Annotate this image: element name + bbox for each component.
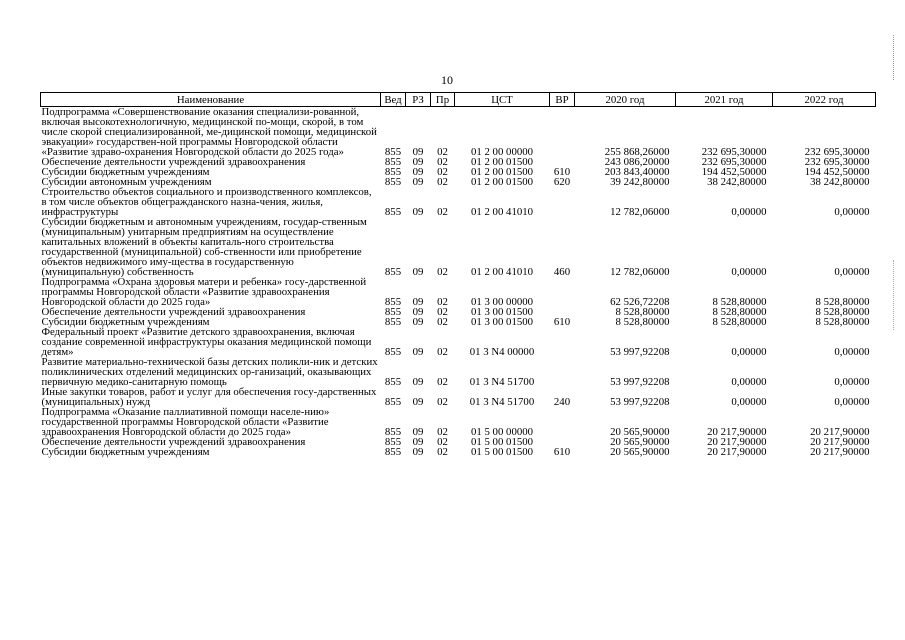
cell-amount-2022: 20 217,90000 bbox=[810, 446, 870, 458]
cell-amount-2021: 0,00000 bbox=[731, 396, 767, 408]
cell-vr bbox=[550, 107, 575, 158]
cell-amount-2021: 38 242,80000 bbox=[707, 176, 767, 188]
budget-table bbox=[40, 92, 876, 457]
cell-rz: 09 bbox=[412, 446, 424, 458]
cell-cst: 01 5 00 00000 bbox=[470, 426, 534, 438]
cell-rz: 09 bbox=[412, 436, 424, 448]
cell-amount-2020: 12 782,06000 bbox=[610, 266, 670, 278]
cell-cst: 01 3 N4 00000 bbox=[469, 346, 535, 358]
cell-name: Обеспечение деятельности учреждений здравоохранения bbox=[41, 306, 306, 318]
cell-amount-2021: 8 528,80000 bbox=[712, 316, 767, 328]
cell-name: Обеспечение деятельности учреждений здравоохранения bbox=[41, 436, 306, 448]
cell-cst: 01 3 N4 51700 bbox=[469, 376, 535, 388]
cell-name: Строительство объектов социального и производственного комплексов, в том числе объектов общегражданского назна-чения, жилья, инфраструктуры bbox=[41, 186, 372, 218]
cell-name: Субсидии бюджетным и автономным учреждениям, государ-ственным (муниципальным) унитарным предприятиям на осуществление капитальных вложений в объекты капиталь-ного строительства государственной (муниципальной) соб-ственности или приобретение объектов недвижимого иму-щества в государственную (муниципальную) собственность bbox=[41, 216, 367, 278]
cell-ved: 855 bbox=[384, 426, 402, 438]
cell-ved: 855 bbox=[384, 306, 402, 318]
cell-amount-2021: 20 217,90000 bbox=[707, 426, 767, 438]
header-rz: РЗ bbox=[406, 93, 431, 107]
cell-ved: 855 bbox=[384, 436, 402, 448]
cell-amount-2021: 8 528,80000 bbox=[712, 306, 767, 318]
cell-amount-2021: 20 217,90000 bbox=[707, 436, 767, 448]
cell-ved: 855 bbox=[384, 166, 402, 178]
cell-rz: 09 bbox=[412, 156, 424, 168]
cell-ved: 855 bbox=[384, 316, 402, 328]
cell-amount-2022: 8 528,80000 bbox=[815, 316, 870, 328]
cell-ved: 855 bbox=[384, 376, 402, 388]
cell-name: Развитие материально-технической базы детских поликли-ник и детских поликлинических отделений медицинских ор-ганизаций, оказывающих первичную медико-санитарную помощь bbox=[41, 356, 378, 388]
cell-amount-2020: 12 782,06000 bbox=[610, 206, 670, 218]
header-ved: Вед bbox=[381, 93, 406, 107]
table-row bbox=[41, 187, 876, 217]
cell-name: Субсидии бюджетным учреждениям bbox=[41, 166, 210, 178]
cell-pr: 02 bbox=[437, 426, 448, 438]
table-row bbox=[41, 407, 876, 437]
cell-amount-2020: 62 526,72208 bbox=[610, 296, 670, 308]
cell-cst: 01 2 00 41010 bbox=[470, 266, 534, 278]
cell-pr: 02 bbox=[437, 306, 448, 318]
cell-rz: 09 bbox=[412, 316, 424, 328]
cell-amount-2021: 194 452,50000 bbox=[701, 166, 767, 178]
cell-amount-2022: 0,00000 bbox=[834, 396, 870, 408]
cell-amount-2022: 38 242,80000 bbox=[810, 176, 870, 188]
cell-pr: 02 bbox=[437, 376, 448, 388]
cell-amount-2021: 0,00000 bbox=[731, 376, 767, 388]
cell-cst: 01 5 00 01500 bbox=[470, 446, 534, 458]
cell-amount-2021: 20 217,90000 bbox=[707, 446, 767, 458]
cell-ved: 855 bbox=[384, 176, 402, 188]
cell-amount-2021: 0,00000 bbox=[731, 206, 767, 218]
cell-amount-2022: 0,00000 bbox=[834, 376, 870, 388]
cell-amount-2021: 0,00000 bbox=[731, 346, 767, 358]
cell-cst: 01 2 00 01500 bbox=[470, 156, 534, 168]
cell-ved: 855 bbox=[384, 266, 402, 278]
cell-amount-2020: 20 565,90000 bbox=[610, 436, 670, 448]
cell-name: Подпрограмма «Оказание паллиативной помощи населе-нию» государственной программы Новгородской области «Развитие здравоохранения Новгородской области до 2025 года» bbox=[41, 406, 330, 438]
cell-amount-2020: 255 868,26000 bbox=[604, 146, 670, 158]
cell-amount-2020: 8 528,80000 bbox=[615, 316, 670, 328]
cell-vr: 610 bbox=[553, 316, 571, 328]
header-pr: Пр bbox=[431, 93, 455, 107]
cell-ved: 855 bbox=[384, 396, 402, 408]
cell-vr: 460 bbox=[553, 266, 571, 278]
cell-ved: 855 bbox=[384, 446, 402, 458]
cell-name: Субсидии бюджетным учреждениям bbox=[41, 316, 210, 328]
scan-edge-mark bbox=[893, 260, 895, 330]
cell-amount-2020: 8 528,80000 bbox=[615, 306, 670, 318]
table-row bbox=[41, 217, 876, 277]
cell-vr: 610 bbox=[553, 446, 571, 458]
cell-vr bbox=[550, 327, 575, 357]
table-body bbox=[41, 107, 876, 458]
table-row bbox=[41, 447, 876, 457]
cell-amount-2022: 0,00000 bbox=[834, 206, 870, 218]
table-row bbox=[41, 327, 876, 357]
cell-amount-2020: 243 086,20000 bbox=[604, 156, 670, 168]
cell-pr: 02 bbox=[437, 316, 448, 328]
cell-vr: 240 bbox=[553, 396, 571, 408]
header-2021: 2021 год bbox=[676, 93, 773, 107]
cell-ved: 855 bbox=[384, 156, 402, 168]
cell-ved: 855 bbox=[384, 146, 402, 158]
header-2022: 2022 год bbox=[773, 93, 876, 107]
cell-amount-2021: 232 695,30000 bbox=[701, 146, 767, 158]
cell-amount-2020: 39 242,80000 bbox=[610, 176, 670, 188]
cell-amount-2022: 8 528,80000 bbox=[815, 296, 870, 308]
cell-pr: 02 bbox=[437, 436, 448, 448]
cell-vr bbox=[550, 277, 575, 307]
cell-cst: 01 3 00 01500 bbox=[470, 306, 534, 318]
cell-name: Подпрограмма «Охрана здоровья матери и ребенка» госу-дарственной программы Новгородской области «Развитие здравоохранения Новгородской области до 2025 года» bbox=[41, 276, 367, 308]
cell-ved: 855 bbox=[384, 206, 402, 218]
header-2020: 2020 год bbox=[575, 93, 676, 107]
cell-rz: 09 bbox=[412, 426, 424, 438]
table-header bbox=[41, 93, 876, 107]
cell-amount-2022: 194 452,50000 bbox=[804, 166, 870, 178]
cell-amount-2020: 53 997,92208 bbox=[610, 346, 670, 358]
cell-pr: 02 bbox=[437, 266, 448, 278]
header-cst: ЦСТ bbox=[455, 93, 550, 107]
header-name: Наименование bbox=[41, 93, 381, 107]
table-row bbox=[41, 357, 876, 387]
cell-pr: 02 bbox=[437, 396, 448, 408]
cell-amount-2020: 53 997,92208 bbox=[610, 376, 670, 388]
cell-rz: 09 bbox=[412, 376, 424, 388]
cell-cst: 01 2 00 00000 bbox=[470, 146, 534, 158]
cell-amount-2020: 53 997,92208 bbox=[610, 396, 670, 408]
cell-name: Субсидии автономным учреждениям bbox=[41, 176, 212, 188]
cell-name: Обеспечение деятельности учреждений здравоохранения bbox=[41, 156, 306, 168]
cell-pr: 02 bbox=[437, 156, 448, 168]
scan-edge-mark bbox=[893, 35, 895, 80]
cell-amount-2021: 0,00000 bbox=[731, 266, 767, 278]
cell-name: Подпрограмма «Совершенствование оказания специализи-рованной, включая высокотехнологичную, медицинской по-мощи, скорой, в том числе скорой специализированной, ме-дицинской помощи, медицинской эвакуации» государствен-ной программы Новгородской области «Развитие здраво-охранения Новгородской области до 2025 года» bbox=[41, 106, 377, 158]
cell-name: Федеральный проект «Развитие детского здравоохранения, включая создание современной инфраструктуры оказания медицинской помощи детям» bbox=[41, 326, 372, 358]
cell-amount-2022: 0,00000 bbox=[834, 346, 870, 358]
cell-rz: 09 bbox=[412, 266, 424, 278]
cell-amount-2021: 232 695,30000 bbox=[701, 156, 767, 168]
header-vr: ВР bbox=[550, 93, 575, 107]
cell-amount-2022: 232 695,30000 bbox=[804, 146, 870, 158]
cell-vr: 620 bbox=[553, 176, 571, 188]
cell-pr: 02 bbox=[437, 146, 448, 158]
cell-rz: 09 bbox=[412, 176, 424, 188]
cell-amount-2022: 232 695,30000 bbox=[804, 156, 870, 168]
table-row bbox=[41, 277, 876, 307]
cell-amount-2020: 203 843,40000 bbox=[604, 166, 670, 178]
table-row bbox=[41, 387, 876, 407]
cell-pr: 02 bbox=[437, 206, 448, 218]
cell-amount-2022: 20 217,90000 bbox=[810, 426, 870, 438]
cell-cst: 01 3 N4 51700 bbox=[469, 396, 535, 408]
cell-rz: 09 bbox=[412, 296, 424, 308]
cell-cst: 01 2 00 41010 bbox=[470, 206, 534, 218]
cell-ved: 855 bbox=[384, 346, 402, 358]
cell-name: Иные закупки товаров, работ и услуг для обеспечения госу-дарственных (муниципальных) нужд bbox=[41, 386, 377, 408]
cell-name: Субсидии бюджетным учреждениям bbox=[41, 446, 210, 458]
cell-amount-2021: 8 528,80000 bbox=[712, 296, 767, 308]
cell-ved: 855 bbox=[384, 296, 402, 308]
cell-cst: 01 2 00 01500 bbox=[470, 166, 534, 178]
cell-cst: 01 3 00 01500 bbox=[470, 316, 534, 328]
cell-vr bbox=[550, 187, 575, 217]
cell-pr: 02 bbox=[437, 166, 448, 178]
page-number: 10 bbox=[441, 73, 453, 87]
cell-vr bbox=[550, 407, 575, 437]
cell-cst: 01 5 00 01500 bbox=[470, 436, 534, 448]
cell-rz: 09 bbox=[412, 166, 424, 178]
cell-cst: 01 3 00 00000 bbox=[470, 296, 534, 308]
cell-vr bbox=[550, 357, 575, 387]
table-row bbox=[41, 107, 876, 158]
cell-rz: 09 bbox=[412, 306, 424, 318]
cell-vr: 610 bbox=[553, 166, 571, 178]
cell-amount-2022: 8 528,80000 bbox=[815, 306, 870, 318]
cell-cst: 01 2 00 01500 bbox=[470, 176, 534, 188]
cell-rz: 09 bbox=[412, 146, 424, 158]
cell-amount-2020: 20 565,90000 bbox=[610, 426, 670, 438]
cell-rz: 09 bbox=[412, 206, 424, 218]
cell-rz: 09 bbox=[412, 346, 424, 358]
cell-pr: 02 bbox=[437, 296, 448, 308]
cell-pr: 02 bbox=[437, 446, 448, 458]
cell-amount-2020: 20 565,90000 bbox=[610, 446, 670, 458]
cell-amount-2022: 0,00000 bbox=[834, 266, 870, 278]
cell-pr: 02 bbox=[437, 176, 448, 188]
cell-pr: 02 bbox=[437, 346, 448, 358]
cell-rz: 09 bbox=[412, 396, 424, 408]
cell-amount-2022: 20 217,90000 bbox=[810, 436, 870, 448]
